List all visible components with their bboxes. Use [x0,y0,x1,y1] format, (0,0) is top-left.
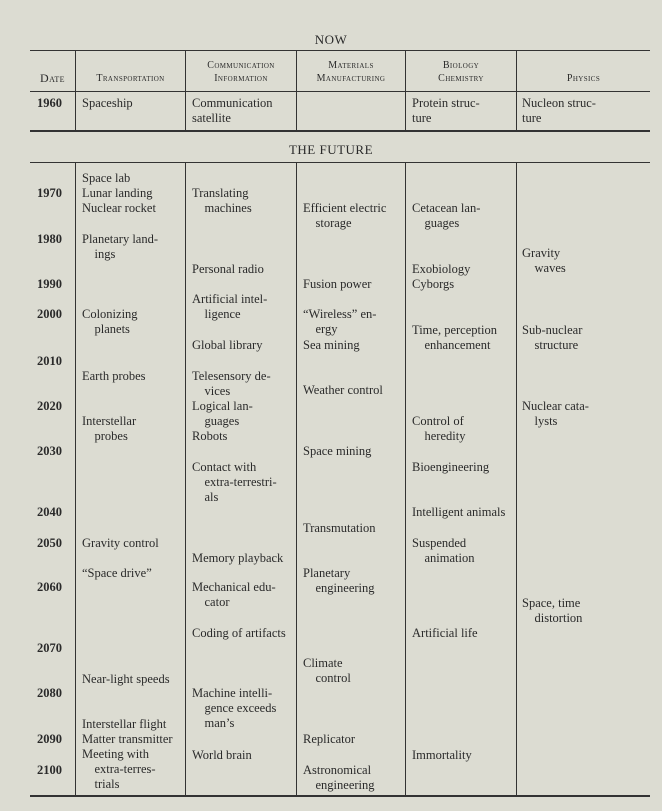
header-physics [517,72,650,85]
year-label: 2030 [37,444,62,458]
physics-item: Nuclear cata- lysts [522,399,589,428]
header-date [30,72,75,86]
future-col-divider [405,163,406,795]
communication-item: Mechanical edu- cator [192,580,276,609]
communication-item: Robots [192,429,228,443]
transportation-item: Planetary land- ings [82,232,159,261]
header-materials [297,59,405,85]
materials-item: Climate control [303,656,351,685]
transportation-item: Gravity control [82,536,159,550]
physics-item: Space, time distortion [522,596,583,625]
now-date: 1960 [37,96,62,110]
materials-item: Efficient electric storage [303,201,387,230]
header-biology [406,59,516,85]
year-label: 1990 [37,277,62,291]
physics-item: Gravity waves [522,246,566,275]
physics-item: Sub-nuclear structure [522,323,583,352]
biology-item: Cetacean lan- guages [412,201,481,230]
communication-item: Global library [192,338,263,352]
header-bio-line2: Chemistry [438,73,484,84]
header-physics-label: Physics [566,73,601,84]
future-col-divider [75,163,76,795]
materials-item: Space mining [303,444,372,458]
biology-item: Time, perception enhancement [412,323,497,352]
now-bottom-rule [30,130,650,132]
now-col-divider [516,51,517,130]
future-title: THE FUTURE [288,142,374,157]
header-date-label: Date [40,71,65,85]
communication-item: Telesensory de- vices [192,369,271,398]
transportation-item: Interstellar flight Matter transmitter Meeting with extra-terres- trials [82,717,173,791]
materials-item: Astronomical engineering [303,763,375,792]
header-bottom-rule [30,91,650,92]
communication-item: World brain [192,748,252,762]
now-biology: Protein struc- ture [412,96,480,125]
year-label: 2010 [37,354,62,368]
transportation-item: Earth probes [82,369,146,383]
now-col-divider [75,51,76,130]
communication-item: Logical lan- guages [192,399,253,428]
biology-item: Artificial life [412,626,478,640]
materials-item: Replicator [303,732,356,746]
header-comm-line2: Information [214,73,268,84]
year-label: 2070 [37,641,62,655]
year-label: 1970 [37,186,62,200]
communication-item: Machine intelli- gence exceeds man’s [192,686,277,730]
header-communication [186,59,296,85]
communication-item: Translating machines [192,186,252,215]
materials-item: Sea mining [303,338,360,352]
now-physics: Nucleon struc- ture [522,96,596,125]
transportation-item: Colonizing planets [82,307,138,336]
header-comm-line1: Communication [207,60,275,71]
biology-item: Cyborgs [412,277,455,291]
table-bottom-rule [30,795,650,797]
materials-item: Planetary engineering [303,566,375,595]
biology-item: Bioengineering [412,460,490,474]
year-label: 2050 [37,536,62,550]
transportation-item: Space lab Lunar landing Nuclear rocket [82,171,156,215]
transportation-item: Interstellar probes [82,414,137,443]
transportation-item: “Space drive” [82,566,152,580]
future-col-divider [185,163,186,795]
future-col-divider [516,163,517,795]
year-label: 2020 [37,399,62,413]
top-rule [30,50,650,51]
year-label: 2060 [37,580,62,594]
transportation-item: Near-light speeds [82,672,170,686]
now-communication: Communication satellite [192,96,273,125]
communication-item: Memory playback [192,551,284,565]
materials-item: Fusion power [303,277,372,291]
communication-item: Contact with extra-terrestri- als [192,460,277,504]
biology-item: Suspended animation [412,536,475,565]
header-transportation [76,72,185,85]
materials-item: Transmutation [303,521,376,535]
header-mat-line2: Manufacturing [316,73,386,84]
biology-item: Control of heredity [412,414,466,443]
biology-item: Exobiology [412,262,471,276]
materials-item: Weather control [303,383,383,397]
communication-item: Coding of artifacts [192,626,286,640]
now-transportation: Spaceship [82,96,133,110]
biology-item: Intelligent animals [412,505,506,519]
year-label: 2090 [37,732,62,746]
now-title: NOW [314,32,348,47]
header-transportation-label: Transportation [96,73,165,84]
communication-item: Personal radio [192,262,264,276]
future-title-rule [30,162,650,163]
year-label: 2100 [37,763,62,777]
year-label: 1980 [37,232,62,246]
header-mat-line1: Materials [328,60,374,71]
communication-item: Artificial intel- ligence [192,292,268,321]
year-label: 2000 [37,307,62,321]
materials-item: “Wireless” en- ergy [303,307,377,336]
year-label: 2080 [37,686,62,700]
future-col-divider [296,163,297,795]
header-bio-line1: Biology [442,60,480,71]
year-label: 2040 [37,505,62,519]
biology-item: Immortality [412,748,472,762]
